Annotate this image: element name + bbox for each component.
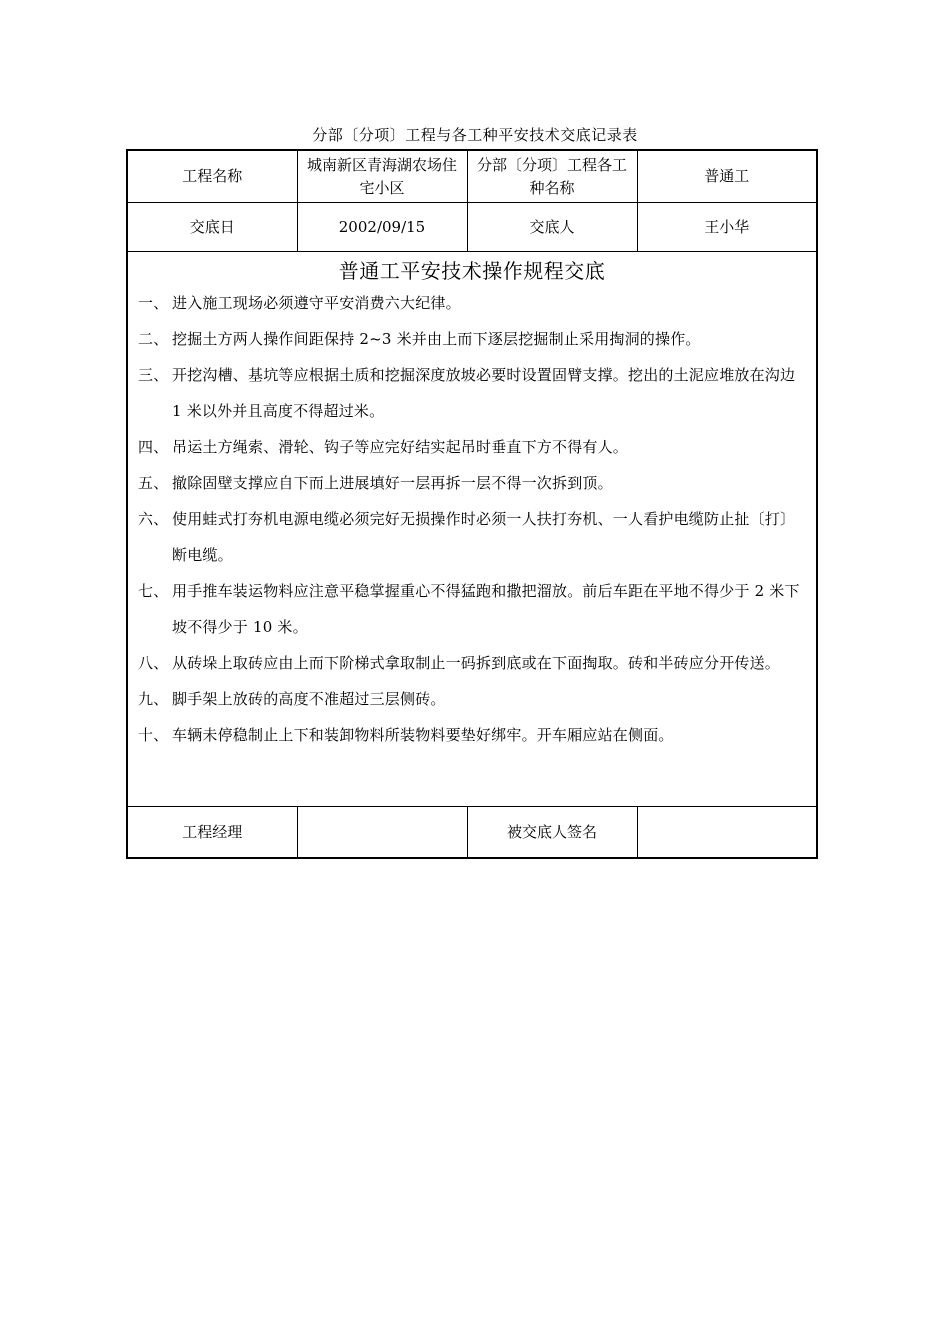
rules-list (128, 285, 816, 753)
rule-item (138, 573, 808, 645)
rule-text: 撤除固壁支撑应自下而上进展填好一层再拆一层不得一次拆到顶。 (172, 474, 613, 492)
rule-item (138, 429, 808, 465)
manager-value (297, 807, 467, 859)
date-row (127, 203, 817, 252)
signature-row (127, 807, 817, 859)
rule-text: 挖掘土方两人操作间距保持 2~3 米并由上而下逐层挖掘制止采用掏洞的操作。 (172, 330, 701, 348)
rule-item (138, 285, 808, 321)
rule-item (138, 321, 808, 357)
rule-text: 进入施工现场必须遵守平安消费六大纪律。 (172, 294, 461, 312)
rule-item (138, 645, 808, 681)
content-row (127, 252, 817, 807)
rule-number: 四、 (138, 438, 169, 456)
rule-number: 八、 (138, 654, 169, 672)
signee-label: 被交底人签名 (467, 807, 637, 859)
presenter-value: 王小华 (637, 203, 817, 252)
subproject-value: 普通工 (637, 150, 817, 203)
date-label: 交底日 (127, 203, 297, 252)
header-row (127, 150, 817, 203)
date-value: 2002/09/15 (297, 203, 467, 252)
rule-item (138, 465, 808, 501)
rule-number: 二、 (138, 330, 169, 348)
rule-number: 十、 (138, 726, 169, 744)
rule-item (138, 717, 808, 753)
project-name-value: 城南新区青海湖农场住宅小区 (297, 150, 467, 203)
rule-text: 使用蛙式打夯机电源电缆必须完好无损操作时必须一人扶打夯机、一人看护电缆防止扯〔打〕断电缆。 (172, 510, 796, 564)
rule-item (138, 357, 808, 429)
document-title: 分部〔分项〕工程与各工种平安技术交底记录表 (312, 126, 638, 144)
rule-text: 用手推车装运物料应注意平稳掌握重心不得猛跑和撒把溜放。前后车距在平地不得少于 2 米下坡不得少于 10 米。 (172, 582, 800, 636)
rule-text: 脚手架上放砖的高度不准超过三层侧砖。 (172, 690, 446, 708)
rule-number: 三、 (138, 366, 169, 384)
rule-text: 从砖垛上取砖应由上而下阶梯式拿取制止一码拆到底或在下面掏取。砖和半砖应分开传送。 (172, 654, 781, 672)
rule-item (138, 501, 808, 573)
project-name-label: 工程名称 (127, 150, 297, 203)
rule-text: 车辆未停稳制止上下和装卸物料所装物料要垫好绑牢。开车厢应站在侧面。 (172, 726, 674, 744)
rule-number: 一、 (138, 294, 169, 312)
safety-briefing-table (126, 149, 818, 859)
rule-text: 开挖沟槽、基坑等应根据土质和挖掘深度放坡必要时设置固臂支撑。挖出的土泥应堆放在沟边 1 米以外并且高度不得超过米。 (172, 366, 796, 420)
rule-number: 九、 (138, 690, 169, 708)
rule-text: 吊运土方绳索、滑轮、钩子等应完好结实起吊时垂直下方不得有人。 (172, 438, 629, 456)
rule-number: 六、 (138, 510, 169, 528)
rule-number: 七、 (138, 582, 169, 600)
content-title: 普通工平安技术操作规程交底 (338, 259, 606, 283)
rule-item (138, 681, 808, 717)
subproject-label: 分部〔分项〕工程各工种名称 (467, 150, 637, 203)
signee-value (637, 807, 817, 859)
content-cell (127, 252, 817, 807)
manager-label: 工程经理 (127, 807, 297, 859)
presenter-label: 交底人 (467, 203, 637, 252)
rule-number: 五、 (138, 474, 169, 492)
